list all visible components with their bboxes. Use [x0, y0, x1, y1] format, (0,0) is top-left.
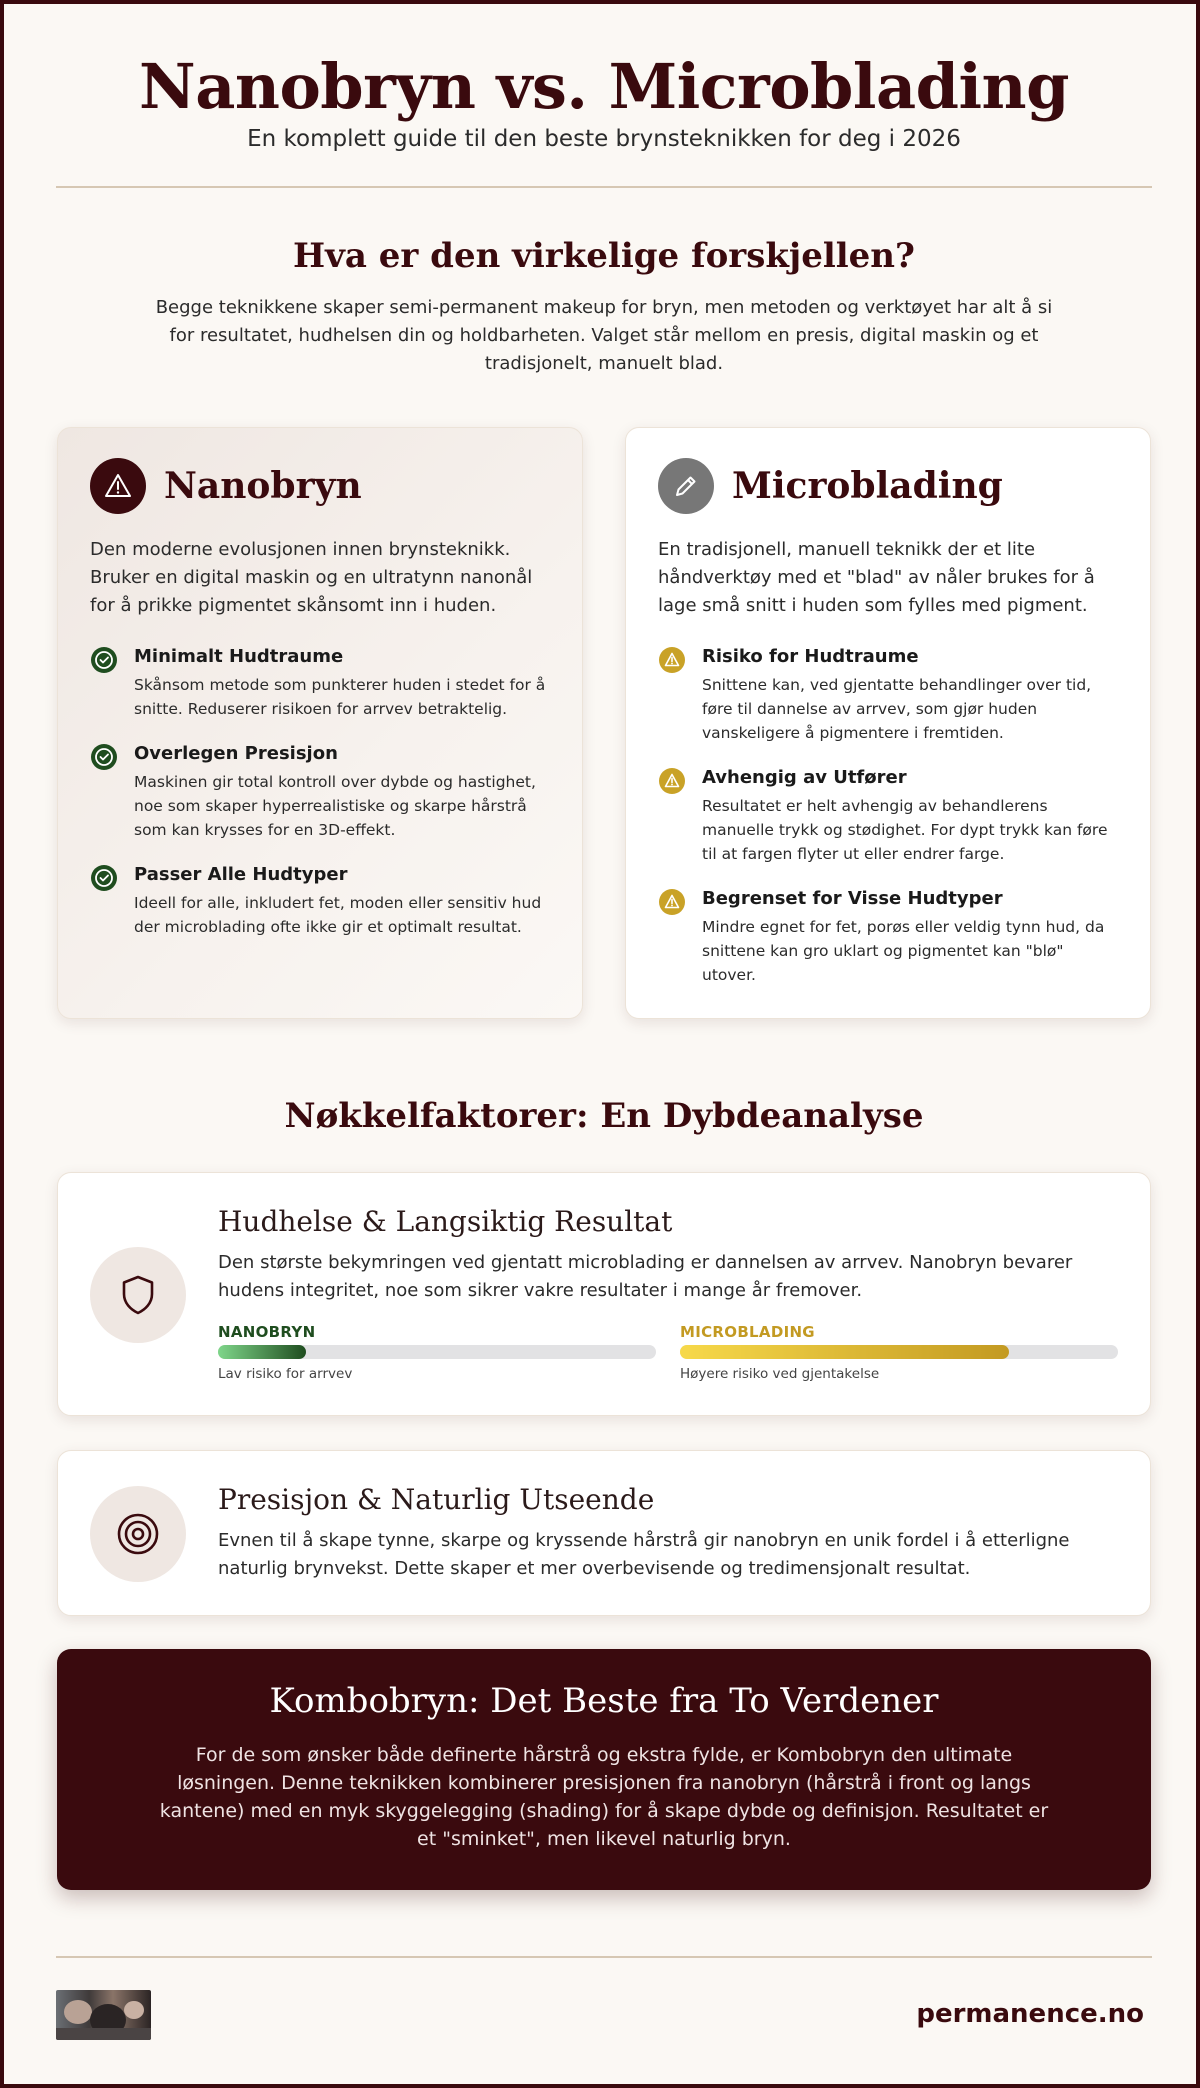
footer-divider [56, 1956, 1152, 1958]
skin-health-title: Hudhelse & Langsiktig Resultat [218, 1205, 673, 1238]
microblading-point [658, 888, 1118, 987]
nanobryn-description: Den moderne evolusjonen innen brynsteknikk. Bruker en digital maskin og en ultratynn nanonål for å prikke pigmentet skånsomt inn i huden. [90, 539, 533, 616]
microblading-point [658, 646, 1118, 745]
point-text: Mindre egnet for fet, porøs eller veldig tynn hud, da snittene kan gro uklart og pigmentet kan "blø" utover. [702, 918, 1105, 984]
nanobryn-card [57, 427, 583, 1019]
precision-text: Evnen til å skape tynne, skarpe og kryssende hårstrå gir nanobryn en unik fordel i å etterligne naturlig brynvekst. Dette skaper et mer overbevisende og tredimensjonalt resultat. [218, 1530, 1070, 1579]
point-text: Ideell for alle, inkludert fet, moden eller sensitiv hud der microblading ofte ikke gir et optimalt resultat. [134, 894, 542, 936]
microblading-title: Microblading [732, 465, 1003, 507]
skin-health-text: Den største bekymringen ved gjentatt microblading er dannelsen av arrvev. Nanobryn bevarer hudens integritet, noe som sikrer vakre resultater i mange år fremover. [218, 1252, 1073, 1301]
header-divider [56, 186, 1152, 188]
check-circle-icon [90, 864, 118, 892]
point-title: Overlegen Presisjon [134, 743, 338, 764]
warning-circle-icon [658, 888, 686, 916]
check-circle-icon [90, 743, 118, 771]
nanobryn-bar-label: NANOBRYN [218, 1323, 316, 1341]
microblading-description: En tradisjonell, manuell teknikk der et lite håndverktøy med et "blad" av nåler brukes for å lage små snitt i huden som fylles med pigment. [658, 539, 1095, 616]
microblading-bar-label: MICROBLADING [680, 1323, 815, 1341]
microblading-point [658, 767, 1118, 866]
point-title: Avhengig av Utfører [702, 767, 907, 788]
point-text: Maskinen gir total kontroll over dybde og hastighet, noe som skaper hyperrealistiske og skarpe hårstrå som kan krysses for en 3D-effekt. [134, 773, 536, 839]
point-title: Passer Alle Hudtyper [134, 864, 348, 885]
point-text: Resultatet er helt avhengig av behandlerens manuelle trykk og stødighet. For dypt trykk kan føre til at fargen flyter ut eller endrer farge. [702, 797, 1108, 863]
pencil-icon [658, 458, 714, 514]
shield-icon [90, 1247, 186, 1343]
page-subtitle: En komplett guide til den beste brynsteknikken for deg i 2026 [247, 126, 961, 152]
nanobryn-risk-bar [218, 1345, 656, 1359]
microblading-risk-bar [680, 1345, 1118, 1359]
skin-health-factor [57, 1172, 1151, 1416]
factors-heading: Nøkkelfaktorer: En Dybdeanalyse [284, 1096, 924, 1136]
microblading-risk-fill [680, 1345, 1009, 1359]
check-circle-icon [90, 646, 118, 674]
nanobryn-risk-fill [218, 1345, 306, 1359]
difference-heading: Hva er den virkelige forskjellen? [293, 236, 915, 276]
precision-factor [57, 1450, 1151, 1616]
point-text: Skånsom metode som punkterer huden i stedet for å snitte. Reduserer risikoen for arrvev betraktelig. [134, 676, 546, 718]
nanobryn-point [90, 864, 550, 939]
nanobryn-bar-note: Lav risiko for arrvev [218, 1366, 353, 1382]
nanobryn-point [90, 646, 550, 721]
footer-brand-link[interactable]: permanence.no [916, 1999, 1144, 2029]
page-title: Nanobryn vs. Microblading [139, 50, 1069, 123]
kombobryn-title: Kombobryn: Det Beste fra To Verdener [269, 1681, 939, 1721]
footer-photo-thumbnail [56, 1990, 151, 2040]
nanobryn-title: Nanobryn [164, 465, 362, 507]
difference-intro: Begge teknikkene skaper semi-permanent makeup for bryn, men metoden og verktøyet har alt å si for resultatet, hudhelsen din og holdbarheten. Valget står mellom en presis, digital maskin og et tradisjonelt, manuelt blad. [155, 297, 1053, 374]
point-text: Snittene kan, ved gjentatte behandlinger over tid, føre til dannelse av arrvev, som gjør huden vanskeligere å pigmentere i fremtiden. [702, 676, 1092, 742]
point-title: Begrenset for Visse Hudtyper [702, 888, 1003, 909]
warning-triangle-icon [90, 458, 146, 514]
microblading-bar-note: Høyere risiko ved gjentakelse [680, 1366, 880, 1382]
point-title: Risiko for Hudtraume [702, 646, 919, 667]
nanobryn-point [90, 743, 550, 842]
kombobryn-text: For de som ønsker både definerte hårstrå og ekstra fylde, er Kombobryn den ultimate løsningen. Denne teknikken kombinerer presisjonen fra nanobryn (hårstrå i front og langs kantene) med en myk skyggelegging (shading) for å skape dybde og definisjon. Resultatet er et "sminket", men likevel naturlig bryn. [159, 1744, 1049, 1850]
precision-title: Presisjon & Naturlig Utseende [218, 1483, 655, 1516]
warning-circle-icon [658, 646, 686, 674]
kombobryn-banner [57, 1649, 1151, 1890]
microblading-card [625, 427, 1151, 1019]
point-title: Minimalt Hudtraume [134, 646, 344, 667]
target-icon [90, 1486, 186, 1582]
warning-circle-icon [658, 767, 686, 795]
